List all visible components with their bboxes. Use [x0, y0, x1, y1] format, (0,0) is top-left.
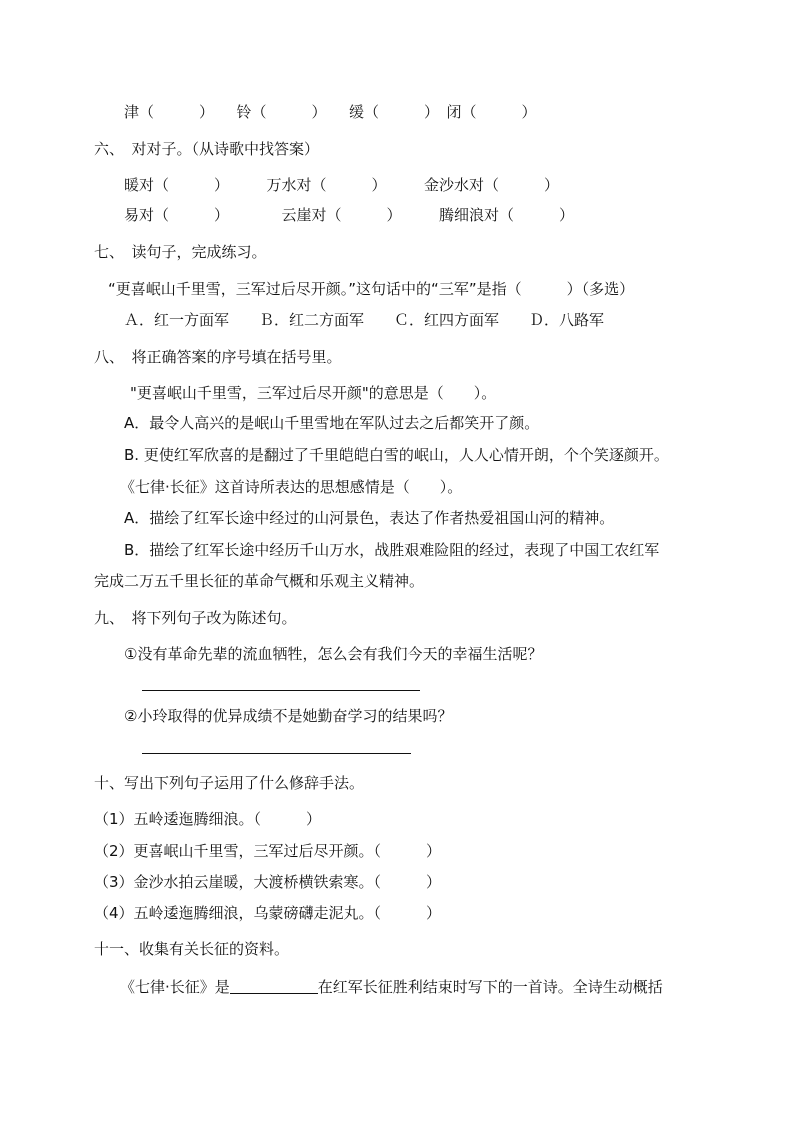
q10-item-2: （2）更喜岷山千里雪，三军过后尽开颜。（ ） [94, 842, 442, 860]
q10-item-3: （3）金沙水拍云崖暖，大渡桥横铁索寒。（ ） [94, 873, 442, 891]
q6-row-1: 暖对（ ） 万水对（ ） 金沙水对（ ） [124, 176, 560, 194]
q10-item-1: （1）五岭逶迤腾细浪。（ ） [94, 810, 322, 828]
q9-item-2: ②小玲取得的优异成绩不是她勤奋学习的结果吗？ [124, 707, 453, 725]
q6-row-2: 易对（ ） 云崖对（ ） 腾细浪对（ ） [124, 206, 575, 224]
q7-heading: 七、 读句子，完成练习。 [94, 243, 267, 261]
q11-text-pre: 《七律·长征》是 [120, 978, 230, 996]
q8-sub2-option-b-cont: 完成二万五千里长征的革命气概和乐观主义精神。 [94, 572, 425, 590]
q10-item-4: （4）五岭逶迤腾细浪，乌蒙磅礴走泥丸。（ ） [94, 904, 442, 922]
q9-answer-line-2[interactable] [142, 753, 411, 754]
q10-heading: 十、写出下列句子运用了什么修辞手法。 [94, 774, 365, 792]
q11-text-post: 在红军长征胜利结束时写下的一首诗。全诗生动概括 [317, 978, 663, 996]
q7-options: Ａ．红一方面军 Ｂ．红二方面军 Ｃ．红四方面军 Ｄ．八路军 [124, 311, 605, 329]
q8-sub1: "更喜岷山千里雪，三军过后尽开颜"的意思是（ ）。 [130, 384, 497, 402]
q5-continuation: 津（ ） 铃（ ） 缓（ ） 闭（ ） [124, 103, 537, 121]
q11-heading: 十一、收集有关长征的资料。 [94, 940, 290, 958]
q11-author-blank[interactable] [230, 977, 318, 994]
q9-answer-line-1[interactable] [142, 690, 420, 691]
q8-sub1-option-b: B. 更使红军欣喜的是翻过了千里皑皑白雪的岷山，人人心情开朗，个个笑逐颜开。 [124, 446, 669, 464]
q8-sub1-option-a: A．最令人高兴的是岷山千里雪地在军队过去之后都笑开了颜。 [124, 414, 540, 432]
q8-sub2-option-b: B．描绘了红军长途中经历千山万水，战胜艰难险阻的经过，表现了中国工农红军 [124, 541, 660, 559]
q6-heading: 六、 对对子。（从诗歌中找答案） [94, 140, 320, 158]
q8-sub2-option-a: A．描绘了红军长途中经过的山河景色，表达了作者热爱祖国山河的精神。 [124, 509, 615, 527]
q8-heading: 八、 将正确答案的序号填在括号里。 [94, 348, 342, 366]
q9-item-1: ①没有革命先辈的流血牺牲，怎么会有我们今天的幸福生活呢？ [124, 645, 543, 663]
q8-sub2: 《七律·长征》这首诗所表达的思想感情是（ ）。 [120, 478, 463, 496]
q9-heading: 九、 将下列句子改为陈述句。 [94, 609, 297, 627]
q7-sentence: “更喜岷山千里雪，三军过后尽开颜。”这句话中的“三军”是指（ ）（多选） [108, 280, 635, 298]
q11-text [120, 976, 663, 998]
